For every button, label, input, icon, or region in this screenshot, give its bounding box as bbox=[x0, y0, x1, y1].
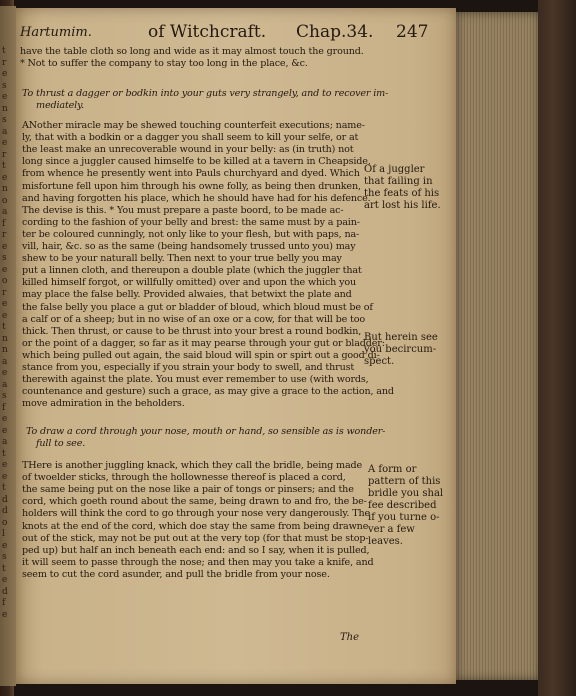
text-line: from whence he presently went into Pauls churchyard and dyed. Which bbox=[22, 168, 360, 180]
text-line: ANother miracle may be shewed touching counterfeit executions; name- bbox=[22, 120, 365, 131]
previous-page-letter: n bbox=[2, 345, 8, 355]
text-line: ter be coloured cunningly, not only like to your flesh, but with paps, na- bbox=[22, 228, 360, 240]
catchword: The bbox=[340, 632, 360, 643]
page-number: 247 bbox=[396, 22, 429, 42]
previous-page-letter: r bbox=[2, 230, 7, 240]
text-line: which being pulled out again, the said bloud will spin or spirt out a good di- bbox=[22, 349, 380, 361]
previous-page-letter: f bbox=[2, 402, 6, 413]
previous-page-letter: l bbox=[2, 529, 5, 539]
margin-note-line: you becircum- bbox=[364, 344, 437, 355]
margin-note-line: spect. bbox=[364, 356, 395, 367]
previous-page-letter: e bbox=[2, 575, 8, 585]
previous-page-letter: s bbox=[2, 80, 7, 91]
previous-page-letter: o bbox=[2, 195, 8, 206]
text-line: * Not to suffer the company to stay too long in the place, &c. bbox=[20, 58, 308, 69]
previous-page-letter: t bbox=[2, 161, 6, 171]
margin-note-line: bridle you shal bbox=[368, 488, 444, 499]
text-line: or the point of a dagger, so far as it may pearse through your gut or bladder: bbox=[22, 337, 385, 349]
previous-page-letter: e bbox=[2, 471, 8, 482]
previous-page-letter: e bbox=[2, 609, 8, 620]
previous-page-letter: e bbox=[2, 414, 8, 424]
previous-page-letter: a bbox=[2, 207, 8, 217]
previous-page-letter: r bbox=[2, 149, 7, 160]
previous-page-letter: t bbox=[2, 448, 6, 459]
text-line: ped up) but half an inch beneath each end: and so I say, when it is pulled, bbox=[22, 544, 370, 556]
running-header bbox=[20, 22, 450, 44]
text-line: seem to cut the cord asunder, and pull the bridle from your nose. bbox=[22, 568, 330, 580]
previous-page-letter: a bbox=[2, 437, 8, 447]
previous-page-letter: t bbox=[2, 483, 6, 493]
previous-page-letter: e bbox=[2, 92, 8, 102]
text-line: countenance and gesture) such a grace, as may give a grace to the action, and bbox=[22, 386, 394, 398]
previous-page-letter: a bbox=[2, 126, 8, 137]
previous-page-letter: o bbox=[2, 276, 8, 286]
previous-page-letter: s bbox=[2, 115, 7, 125]
text-line: the false belly you place a gut or bladder of bloud, which bloud must be of bbox=[22, 301, 373, 313]
previous-page-letter: e bbox=[2, 241, 8, 252]
text-line: therewith against the plate. You must ever remember to use (with words, bbox=[22, 374, 369, 386]
text-line: knots at the end of the cord, which doe stay the same from being drawne bbox=[22, 520, 369, 532]
text-line: misfortune fell upon him through his owne folly, as being then drunken, bbox=[22, 180, 361, 192]
margin-note bbox=[364, 164, 441, 212]
previous-page-letter: t bbox=[2, 46, 6, 56]
previous-page-letter: e bbox=[2, 138, 8, 148]
margin-note-line: Of a juggler bbox=[364, 164, 425, 175]
previous-page-letter: a bbox=[2, 356, 8, 367]
text-line: it will seem to passe through the nose; and then may you take a knife, and bbox=[22, 556, 374, 568]
text-line: cording to the fashion of your belly and brest: the same must by a pain- bbox=[22, 216, 360, 228]
previous-page-letter: e bbox=[2, 299, 8, 309]
previous-page-letter: s bbox=[2, 552, 7, 562]
text-line: killed himself forgot, or willfully omitted) over and upon the which you bbox=[22, 277, 357, 289]
margin-note-line: leaves. bbox=[368, 536, 403, 547]
section-heading: full to see. bbox=[36, 438, 86, 449]
header-left: Hartumim. bbox=[20, 25, 92, 40]
previous-page-letter: e bbox=[2, 310, 8, 321]
text-line: and having forgotten his place, which he should have had for his defence. bbox=[22, 192, 371, 204]
page-block-edges bbox=[456, 12, 540, 680]
previous-page-letter: f bbox=[2, 218, 6, 229]
text-line: move admiration in the beholders. bbox=[22, 398, 185, 410]
text-line: holders will think the cord to go through your nose very dangerously. The bbox=[22, 508, 371, 520]
previous-page-letter: r bbox=[2, 57, 7, 68]
text-line: ly, that with a bodkin or a dagger you shall seem to kill your selfe, or at bbox=[22, 132, 359, 144]
margin-note-line: that failing in bbox=[364, 176, 433, 187]
text-line: cord, which goeth round about the same, being drawn to and fro, the be- bbox=[22, 496, 367, 508]
previous-page-letter: f bbox=[2, 598, 6, 608]
margin-note-line: A form or bbox=[368, 464, 417, 475]
previous-page-letter: d bbox=[2, 586, 8, 597]
text-line: the same being put on the nose like a pair of tongs or pinsers; and the bbox=[22, 484, 354, 496]
header-chapter: Chap.34. bbox=[296, 22, 374, 42]
book-cover-right bbox=[538, 0, 576, 696]
margin-note-line: fee described bbox=[368, 500, 437, 511]
text-line: shew to be your naturall belly. Then next to your true belly you may bbox=[22, 253, 342, 265]
margin-note-line: pattern of this bbox=[368, 476, 441, 487]
text-line: a calf or of a sheep; but in no wise of an oxe or a cow, for that will be too bbox=[22, 313, 365, 325]
text-line: vill, hair, &c. so as the same (being handsomely trussed unto you) may bbox=[22, 241, 356, 252]
previous-page-letter: e bbox=[2, 540, 8, 551]
header-title: of Witchcraft. bbox=[148, 22, 267, 42]
previous-page-edge bbox=[0, 6, 16, 686]
previous-page-letter: e bbox=[2, 264, 8, 275]
previous-page-letter: d bbox=[2, 506, 8, 516]
previous-page-letter: e bbox=[2, 425, 8, 436]
previous-page-letter: e bbox=[2, 368, 8, 378]
margin-note-line: the feats of his bbox=[364, 188, 440, 199]
margin-note-line: ver a few bbox=[368, 524, 415, 535]
text-line: may place the false belly. Provided alwaies, that betwixt the plate and bbox=[22, 289, 352, 301]
previous-page-fragments bbox=[2, 46, 16, 621]
margin-note bbox=[364, 332, 438, 368]
previous-page-letter: t bbox=[2, 563, 6, 574]
text-line: put a linnen cloth, and thereupon a double plate (which the juggler that bbox=[22, 265, 362, 277]
section-heading: To thrust a dagger or bodkin into your guts very strangely, and to recover im- bbox=[22, 88, 389, 99]
text-line: have the table cloth so long and wide as it may almost touch the ground. bbox=[20, 46, 364, 57]
previous-page-letter: a bbox=[2, 379, 8, 390]
text-line: of twoelder sticks, through the hollownesse thereof is placed a cord, bbox=[22, 472, 346, 484]
text-line: out of the stick, may not be put out at the very top (for that must be stop- bbox=[22, 532, 369, 544]
margin-note-line: But herein see bbox=[364, 332, 438, 343]
margin-note-line: if you turne o- bbox=[368, 512, 440, 523]
previous-page-letter: n bbox=[2, 184, 8, 194]
previous-page-letter: d bbox=[2, 494, 8, 505]
text-line: stance from you, especially if you strain your body to swell, and thrust bbox=[22, 362, 355, 373]
previous-page-letter: o bbox=[2, 517, 8, 528]
text-line: The devise is this. * You must prepare a paste boord, to be made ac- bbox=[22, 204, 344, 216]
previous-page-letter: e bbox=[2, 172, 8, 183]
text-line: THere is another juggling knack, which they call the bridle, being made bbox=[22, 460, 363, 471]
section-heading: mediately. bbox=[36, 100, 84, 111]
previous-page-letter: t bbox=[2, 322, 6, 332]
previous-page-letter: r bbox=[2, 287, 7, 298]
margin-note-line: art lost his life. bbox=[364, 200, 441, 211]
text-line: thick. Then thrust, or cause to be thrust into your brest a round bodkin, bbox=[22, 325, 362, 337]
margin-note bbox=[368, 464, 443, 548]
book-page bbox=[16, 8, 456, 684]
previous-page-letter: e bbox=[2, 460, 8, 470]
text-line: the least make an unrecoverable wound in your belly: as (in truth) not bbox=[22, 144, 354, 156]
text-line: long since a juggler caused himselfe to be killed at a tavern in Cheapside, bbox=[22, 156, 371, 168]
previous-page-letter: e bbox=[2, 69, 8, 79]
previous-page-letter: s bbox=[2, 391, 7, 401]
previous-page-letter: n bbox=[2, 333, 8, 344]
previous-page-letter: s bbox=[2, 253, 7, 263]
section-heading: To draw a cord through your nose, mouth or hand, so sensible as is wonder- bbox=[26, 426, 386, 437]
previous-page-letter: n bbox=[2, 103, 8, 114]
